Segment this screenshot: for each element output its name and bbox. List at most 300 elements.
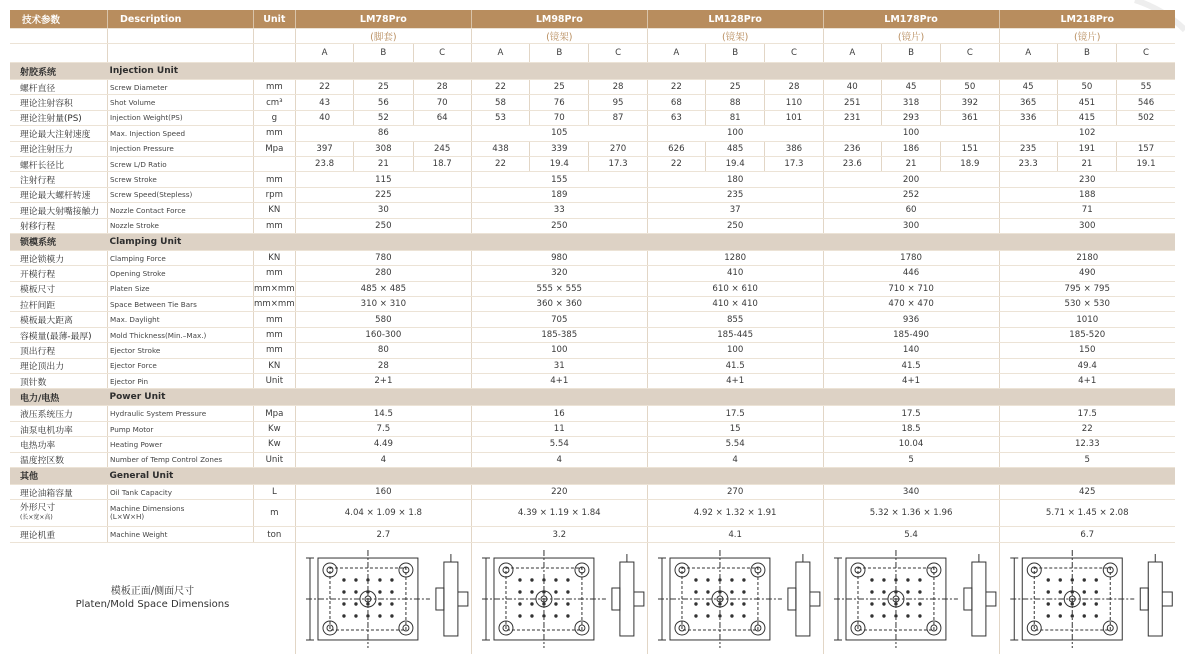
value-cell: 580 bbox=[295, 312, 471, 327]
value-cell: 438 bbox=[471, 141, 529, 156]
param-en bbox=[108, 484, 254, 499]
value-cell: 87 bbox=[589, 110, 647, 125]
value-cell: 250 bbox=[647, 218, 823, 233]
screw-type-label: A bbox=[647, 44, 705, 63]
value-cell: 17.5 bbox=[999, 406, 1175, 421]
param-en-text: Max. Daylight bbox=[110, 315, 160, 325]
value-cell: 546 bbox=[1117, 95, 1175, 110]
value-cell: 386 bbox=[765, 141, 823, 156]
param-cn-text: 理论最大射嘴接触力 bbox=[20, 206, 100, 217]
value-cell: 185-445 bbox=[647, 327, 823, 342]
value-cell: 392 bbox=[941, 95, 999, 110]
value-cell: 45 bbox=[881, 80, 940, 95]
spec-row bbox=[10, 218, 1175, 233]
param-en-text: Injection Pressure bbox=[110, 144, 174, 154]
value-cell: 25 bbox=[354, 80, 413, 95]
param-en bbox=[108, 437, 254, 452]
value-cell: 180 bbox=[647, 172, 823, 187]
param-cn bbox=[10, 312, 108, 327]
value-cell: 71 bbox=[999, 203, 1175, 218]
platen-drawing-icon bbox=[824, 544, 999, 652]
param-cn-text: 注射行程 bbox=[20, 176, 56, 187]
value-cell: 340 bbox=[823, 484, 999, 499]
value-cell: 4 bbox=[647, 452, 823, 467]
param-cn bbox=[10, 484, 108, 499]
param-en bbox=[108, 297, 254, 312]
value-cell: 160-300 bbox=[295, 327, 471, 342]
value-cell: 4.92 × 1.32 × 1.91 bbox=[647, 500, 823, 527]
param-en bbox=[108, 266, 254, 281]
value-cell: 100 bbox=[471, 343, 647, 358]
value-cell: 4.1 bbox=[647, 527, 823, 542]
value-cell: 2180 bbox=[999, 250, 1175, 265]
value-cell: 245 bbox=[413, 141, 471, 156]
spec-row bbox=[10, 156, 1175, 171]
value-cell: 490 bbox=[999, 266, 1175, 281]
param-en-text: Ejector Stroke bbox=[110, 345, 161, 355]
param-cn-text: 理论最大注射速度 bbox=[20, 129, 91, 140]
spec-row bbox=[10, 421, 1175, 436]
header-model: LM78Pro bbox=[295, 10, 471, 29]
param-cn bbox=[10, 343, 108, 358]
param-en-text: Hydraulic System Pressure bbox=[110, 409, 207, 419]
value-cell: 185-490 bbox=[823, 327, 999, 342]
spec-row bbox=[10, 110, 1175, 125]
value-cell: 300 bbox=[999, 218, 1175, 233]
value-cell: 70 bbox=[413, 95, 471, 110]
value-cell: 18.9 bbox=[941, 156, 999, 171]
screw-type-label: B bbox=[1057, 44, 1116, 63]
param-en bbox=[108, 421, 254, 436]
param-cn-text: 顶针数 bbox=[20, 377, 47, 388]
value-cell: 22 bbox=[999, 421, 1175, 436]
value-cell: 336 bbox=[999, 110, 1057, 125]
param-cn-text: 理论注射量(PS) bbox=[20, 114, 82, 125]
header-model: LM128Pro bbox=[647, 10, 823, 29]
param-en-text: Screw Stroke bbox=[110, 175, 157, 185]
value-cell: 250 bbox=[295, 218, 471, 233]
platen-drawing-icon bbox=[472, 544, 647, 652]
platen-drawing-cell bbox=[471, 542, 647, 654]
value-cell: 80 bbox=[295, 343, 471, 358]
value-cell: 250 bbox=[471, 218, 647, 233]
value-cell: 365 bbox=[999, 95, 1057, 110]
value-cell: 19.4 bbox=[706, 156, 765, 171]
param-en bbox=[108, 126, 254, 141]
value-cell: 22 bbox=[295, 80, 353, 95]
value-cell: 41.5 bbox=[823, 358, 999, 373]
spec-row bbox=[10, 281, 1175, 296]
section-title-cn: 电力/电热 bbox=[10, 389, 108, 406]
param-en bbox=[108, 358, 254, 373]
value-cell: 37 bbox=[647, 203, 823, 218]
param-unit: mm×mm bbox=[253, 297, 295, 312]
value-cell: 160 bbox=[295, 484, 471, 499]
spec-row bbox=[10, 358, 1175, 373]
variant-row bbox=[10, 29, 1175, 44]
section-title-en: Injection Unit bbox=[108, 63, 254, 80]
value-cell: 3.2 bbox=[471, 527, 647, 542]
value-cell: 18.5 bbox=[823, 421, 999, 436]
param-unit: KN bbox=[253, 358, 295, 373]
param-cn-text: 顶出行程 bbox=[20, 346, 56, 357]
value-cell: 293 bbox=[881, 110, 940, 125]
param-cn-text: 油泵电机功率 bbox=[20, 425, 73, 436]
param-cn bbox=[10, 80, 108, 95]
param-cn bbox=[10, 281, 108, 296]
value-cell: 25 bbox=[530, 80, 589, 95]
spec-row bbox=[10, 203, 1175, 218]
value-cell: 339 bbox=[530, 141, 589, 156]
value-cell: 40 bbox=[295, 110, 353, 125]
platen-drawing-cell bbox=[295, 542, 471, 654]
param-unit: Unit bbox=[253, 452, 295, 467]
spec-row bbox=[10, 250, 1175, 265]
param-cn bbox=[10, 437, 108, 452]
value-cell: 251 bbox=[823, 95, 881, 110]
value-cell: 5 bbox=[823, 452, 999, 467]
value-cell: 5.71 × 1.45 × 2.08 bbox=[999, 500, 1175, 527]
value-cell: 11 bbox=[471, 421, 647, 436]
param-cn bbox=[10, 358, 108, 373]
value-cell: 252 bbox=[823, 187, 999, 202]
spec-row bbox=[10, 374, 1175, 389]
value-cell: 270 bbox=[589, 141, 647, 156]
screw-type-label: C bbox=[765, 44, 823, 63]
param-en-text: Space Between Tie Bars bbox=[110, 299, 197, 309]
screw-type-row bbox=[10, 44, 1175, 63]
value-cell: 200 bbox=[823, 172, 999, 187]
value-cell: 50 bbox=[1057, 80, 1116, 95]
value-cell: 43 bbox=[295, 95, 353, 110]
screw-type-label: C bbox=[1117, 44, 1175, 63]
value-cell: 1010 bbox=[999, 312, 1175, 327]
header-model: LM98Pro bbox=[471, 10, 647, 29]
value-cell: 300 bbox=[823, 218, 999, 233]
value-cell: 31 bbox=[471, 358, 647, 373]
value-cell: 185-385 bbox=[471, 327, 647, 342]
section-clamping bbox=[10, 233, 1175, 250]
value-cell: 56 bbox=[354, 95, 413, 110]
value-cell: 53 bbox=[471, 110, 529, 125]
param-unit: mm bbox=[253, 266, 295, 281]
value-cell: 189 bbox=[471, 187, 647, 202]
drawing-label-cn: 模板正面/侧面尺寸 bbox=[110, 586, 195, 598]
value-cell: 17.5 bbox=[647, 406, 823, 421]
platen-drawing-icon bbox=[648, 544, 823, 652]
param-cn bbox=[10, 500, 108, 527]
value-cell: 30 bbox=[295, 203, 471, 218]
param-cn-text: 液压系统压力 bbox=[20, 410, 73, 421]
value-cell: 68 bbox=[647, 95, 705, 110]
platen-drawing-cell bbox=[999, 542, 1175, 654]
param-en bbox=[108, 110, 254, 125]
value-cell: 50 bbox=[941, 80, 999, 95]
param-unit: mm×mm bbox=[253, 281, 295, 296]
param-unit: mm bbox=[253, 218, 295, 233]
value-cell: 41.5 bbox=[647, 358, 823, 373]
platen-drawing-cell bbox=[823, 542, 999, 654]
value-cell: 140 bbox=[823, 343, 999, 358]
value-cell: 5.4 bbox=[823, 527, 999, 542]
header-model: LM178Pro bbox=[823, 10, 999, 29]
value-cell: 231 bbox=[823, 110, 881, 125]
value-cell: 230 bbox=[999, 172, 1175, 187]
section-power bbox=[10, 389, 1175, 406]
param-cn bbox=[10, 327, 108, 342]
section-title-cn: 射胶系统 bbox=[10, 63, 108, 80]
value-cell: 151 bbox=[941, 141, 999, 156]
param-unit: Mpa bbox=[253, 141, 295, 156]
param-unit: mm bbox=[253, 80, 295, 95]
value-cell: 101 bbox=[765, 110, 823, 125]
value-cell: 22 bbox=[471, 80, 529, 95]
value-cell: 45 bbox=[999, 80, 1057, 95]
spec-row bbox=[10, 187, 1175, 202]
spec-row bbox=[10, 406, 1175, 421]
header-param: 技术参数 bbox=[10, 10, 108, 29]
value-cell: 155 bbox=[471, 172, 647, 187]
value-cell: 14.5 bbox=[295, 406, 471, 421]
value-cell: 17.5 bbox=[823, 406, 999, 421]
spec-row bbox=[10, 312, 1175, 327]
value-cell: 25 bbox=[706, 80, 765, 95]
screw-type-label: B bbox=[881, 44, 940, 63]
param-unit: mm bbox=[253, 327, 295, 342]
spec-row bbox=[10, 437, 1175, 452]
screw-type-label: C bbox=[589, 44, 647, 63]
param-unit: m bbox=[253, 500, 295, 527]
model-variant: (镜架) bbox=[471, 29, 647, 44]
value-cell: 308 bbox=[354, 141, 413, 156]
value-cell: 58 bbox=[471, 95, 529, 110]
platen-drawing-icon bbox=[296, 544, 471, 652]
value-cell: 23.8 bbox=[295, 156, 353, 171]
value-cell: 446 bbox=[823, 266, 999, 281]
param-unit: Mpa bbox=[253, 406, 295, 421]
screw-type-label: C bbox=[941, 44, 999, 63]
param-cn-text: 理论机重 bbox=[20, 531, 56, 542]
param-en bbox=[108, 452, 254, 467]
param-en bbox=[108, 187, 254, 202]
value-cell: 22 bbox=[647, 80, 705, 95]
section-title-cn: 其他 bbox=[10, 467, 108, 484]
value-cell: 502 bbox=[1117, 110, 1175, 125]
value-cell: 626 bbox=[647, 141, 705, 156]
param-cn-text: 开模行程 bbox=[20, 269, 56, 280]
param-unit: KN bbox=[253, 250, 295, 265]
param-unit: g bbox=[253, 110, 295, 125]
value-cell: 76 bbox=[530, 95, 589, 110]
param-cn-text: 理论油箱容量 bbox=[20, 488, 73, 499]
param-cn bbox=[10, 172, 108, 187]
spec-row bbox=[10, 327, 1175, 342]
value-cell: 4+1 bbox=[471, 374, 647, 389]
param-en-text: Nozzle Stroke bbox=[110, 221, 159, 231]
value-cell: 105 bbox=[471, 126, 647, 141]
value-cell: 70 bbox=[530, 110, 589, 125]
screw-type-label: B bbox=[354, 44, 413, 63]
param-cn-text: 电热功率 bbox=[20, 440, 56, 451]
spec-row bbox=[10, 141, 1175, 156]
spec-row bbox=[10, 500, 1175, 527]
param-cn-text: 理论锁模力 bbox=[20, 254, 64, 265]
param-cn bbox=[10, 266, 108, 281]
value-cell: 10.04 bbox=[823, 437, 999, 452]
value-cell: 63 bbox=[647, 110, 705, 125]
value-cell: 220 bbox=[471, 484, 647, 499]
param-cn-note: (长×宽×高) bbox=[20, 514, 53, 522]
param-en bbox=[108, 327, 254, 342]
value-cell: 485 bbox=[706, 141, 765, 156]
value-cell: 4+1 bbox=[647, 374, 823, 389]
param-en bbox=[108, 172, 254, 187]
value-cell: 17.3 bbox=[589, 156, 647, 171]
value-cell: 451 bbox=[1057, 95, 1116, 110]
param-cn bbox=[10, 218, 108, 233]
value-cell: 40 bbox=[823, 80, 881, 95]
param-en bbox=[108, 80, 254, 95]
value-cell: 4+1 bbox=[823, 374, 999, 389]
param-en-text: Heating Power bbox=[110, 439, 163, 449]
param-en-text: Ejector Pin bbox=[110, 376, 149, 386]
value-cell: 705 bbox=[471, 312, 647, 327]
value-cell: 23.3 bbox=[999, 156, 1057, 171]
param-en bbox=[108, 406, 254, 421]
value-cell: 4.39 × 1.19 × 1.84 bbox=[471, 500, 647, 527]
param-cn-text: 理论最大螺杆转速 bbox=[20, 191, 91, 202]
param-cn-text: 理论顶出力 bbox=[20, 362, 64, 373]
value-cell: 22 bbox=[471, 156, 529, 171]
platen-drawing-icon bbox=[1000, 544, 1176, 652]
value-cell: 21 bbox=[881, 156, 940, 171]
value-cell: 185-520 bbox=[999, 327, 1175, 342]
value-cell: 361 bbox=[941, 110, 999, 125]
spec-row bbox=[10, 297, 1175, 312]
param-cn bbox=[10, 374, 108, 389]
param-en-text: Shot Volume bbox=[110, 98, 156, 108]
param-cn bbox=[10, 297, 108, 312]
param-cn-text: 外形尺寸 bbox=[20, 503, 56, 514]
value-cell: 21 bbox=[1057, 156, 1116, 171]
value-cell: 115 bbox=[295, 172, 471, 187]
param-cn bbox=[10, 126, 108, 141]
param-unit: Kw bbox=[253, 421, 295, 436]
spec-row bbox=[10, 126, 1175, 141]
value-cell: 55 bbox=[1117, 80, 1175, 95]
value-cell: 86 bbox=[295, 126, 471, 141]
value-cell: 360 × 360 bbox=[471, 297, 647, 312]
value-cell: 64 bbox=[413, 110, 471, 125]
value-cell: 5 bbox=[999, 452, 1175, 467]
value-cell: 4.04 × 1.09 × 1.8 bbox=[295, 500, 471, 527]
value-cell: 4 bbox=[295, 452, 471, 467]
value-cell: 2+1 bbox=[295, 374, 471, 389]
value-cell: 610 × 610 bbox=[647, 281, 823, 296]
value-cell: 60 bbox=[823, 203, 999, 218]
param-cn-text: 理论注射压力 bbox=[20, 145, 73, 156]
param-en-text: Machine Weight bbox=[110, 530, 168, 540]
drawing-row bbox=[10, 542, 1175, 654]
param-cn-text: 模板尺寸 bbox=[20, 285, 56, 296]
param-cn-text: 螺杆直径 bbox=[20, 83, 56, 94]
value-cell: 95 bbox=[589, 95, 647, 110]
value-cell: 18.7 bbox=[413, 156, 471, 171]
param-cn-text: 拉杆间距 bbox=[20, 300, 56, 311]
param-cn bbox=[10, 110, 108, 125]
value-cell: 470 × 470 bbox=[823, 297, 999, 312]
value-cell: 49.4 bbox=[999, 358, 1175, 373]
param-en bbox=[108, 500, 254, 527]
section-general bbox=[10, 467, 1175, 484]
header-description: Description bbox=[108, 10, 254, 29]
value-cell: 425 bbox=[999, 484, 1175, 499]
value-cell: 530 × 530 bbox=[999, 297, 1175, 312]
param-unit: KN bbox=[253, 203, 295, 218]
param-en bbox=[108, 343, 254, 358]
value-cell: 4+1 bbox=[999, 374, 1175, 389]
spec-row bbox=[10, 266, 1175, 281]
drawing-label bbox=[10, 542, 295, 654]
screw-type-label: A bbox=[295, 44, 353, 63]
param-cn-text: 射移行程 bbox=[20, 222, 56, 233]
value-cell: 21 bbox=[354, 156, 413, 171]
value-cell: 102 bbox=[999, 126, 1175, 141]
screw-type-label: C bbox=[413, 44, 471, 63]
param-en bbox=[108, 374, 254, 389]
screw-type-label: A bbox=[471, 44, 529, 63]
value-cell: 28 bbox=[589, 80, 647, 95]
param-cn-text: 螺杆长径比 bbox=[20, 160, 64, 171]
param-en-text: Platen Size bbox=[110, 284, 150, 294]
value-cell: 5.54 bbox=[471, 437, 647, 452]
value-cell: 100 bbox=[647, 126, 823, 141]
value-cell: 81 bbox=[706, 110, 765, 125]
param-en bbox=[108, 281, 254, 296]
param-en bbox=[108, 141, 254, 156]
param-cn bbox=[10, 406, 108, 421]
param-unit bbox=[253, 156, 295, 171]
spec-row bbox=[10, 527, 1175, 542]
value-cell: 188 bbox=[999, 187, 1175, 202]
drawing-label-en: Platen/Mold Space Dimensions bbox=[75, 599, 230, 611]
spec-row bbox=[10, 452, 1175, 467]
model-variant: (镜片) bbox=[823, 29, 999, 44]
param-en-text: Ejector Force bbox=[110, 361, 157, 371]
param-cn bbox=[10, 141, 108, 156]
param-unit: L bbox=[253, 484, 295, 499]
section-title-en: Clamping Unit bbox=[108, 233, 254, 250]
screw-type-label: B bbox=[706, 44, 765, 63]
param-cn-text: 理论注射容积 bbox=[20, 99, 73, 110]
value-cell: 410 bbox=[647, 266, 823, 281]
value-cell: 33 bbox=[471, 203, 647, 218]
spec-table bbox=[10, 10, 1175, 654]
value-cell: 410 × 410 bbox=[647, 297, 823, 312]
section-title-cn: 锁模系统 bbox=[10, 233, 108, 250]
param-unit: mm bbox=[253, 343, 295, 358]
param-en-text: Injection Weight(PS) bbox=[110, 113, 183, 123]
section-title-en: Power Unit bbox=[108, 389, 254, 406]
param-unit: ton bbox=[253, 527, 295, 542]
spec-row bbox=[10, 95, 1175, 110]
value-cell: 19.4 bbox=[530, 156, 589, 171]
param-en bbox=[108, 218, 254, 233]
param-unit: mm bbox=[253, 126, 295, 141]
spec-row bbox=[10, 484, 1175, 499]
param-en bbox=[108, 250, 254, 265]
value-cell: 280 bbox=[295, 266, 471, 281]
